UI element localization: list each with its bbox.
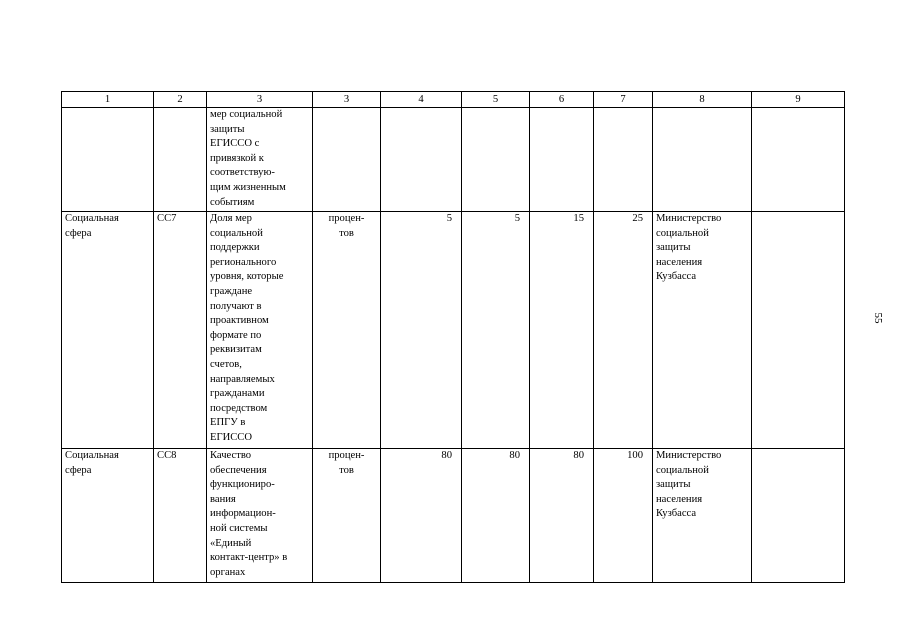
- header-cell: 9: [752, 92, 845, 108]
- sphere-cell: [62, 108, 154, 212]
- header-cell: 5: [462, 92, 530, 108]
- code-cell: [154, 108, 207, 212]
- unit-cell: процен- тов: [313, 212, 381, 449]
- sphere-cell: Социальная сфера: [62, 212, 154, 449]
- value-cell: [594, 108, 653, 212]
- indicator-cell: Доля мер социальной поддержки регионального уровня, которые граждане получают в проактивном формате по реквизитам счетов, направляемых гражданами посредством ЕПГУ в ЕГИССО: [207, 212, 313, 449]
- sphere-cell: Социальная сфера: [62, 449, 154, 583]
- header-cell: 6: [530, 92, 594, 108]
- value-cell: [462, 108, 530, 212]
- value-cell: [381, 108, 462, 212]
- page-number: 55: [872, 312, 884, 324]
- value-cell: 80: [462, 449, 530, 583]
- note-cell: [752, 108, 845, 212]
- ministry-cell: Министерство социальной защиты населения Кузбасса: [653, 212, 752, 449]
- code-cell: СС7: [154, 212, 207, 449]
- data-table: [61, 91, 845, 583]
- header-cell: 1: [62, 92, 154, 108]
- value-cell: 80: [381, 449, 462, 583]
- table-header-row: [62, 92, 845, 108]
- value-cell: 5: [462, 212, 530, 449]
- header-cell: 8: [653, 92, 752, 108]
- unit-cell: [313, 108, 381, 212]
- ministry-cell: Министерство социальной защиты населения Кузбасса: [653, 449, 752, 583]
- value-cell: 15: [530, 212, 594, 449]
- indicator-cell: мер социальной защиты ЕГИССО с привязкой к соответствую- щим жизненным событиям: [207, 108, 313, 212]
- indicator-cell: Качество обеспечения функциониро- вания информацион- ной системы «Единый контакт-центр» в органах: [207, 449, 313, 583]
- table-row: [62, 212, 845, 449]
- value-cell: [530, 108, 594, 212]
- ministry-cell: [653, 108, 752, 212]
- value-cell: 80: [530, 449, 594, 583]
- header-cell: 3: [207, 92, 313, 108]
- value-cell: 5: [381, 212, 462, 449]
- value-cell: 25: [594, 212, 653, 449]
- code-cell: СС8: [154, 449, 207, 583]
- table-row: [62, 449, 845, 583]
- header-cell: 4: [381, 92, 462, 108]
- header-cell: 2: [154, 92, 207, 108]
- table-row: [62, 108, 845, 212]
- value-cell: 100: [594, 449, 653, 583]
- unit-cell: процен- тов: [313, 449, 381, 583]
- header-cell: 3: [313, 92, 381, 108]
- header-cell: 7: [594, 92, 653, 108]
- note-cell: [752, 212, 845, 449]
- note-cell: [752, 449, 845, 583]
